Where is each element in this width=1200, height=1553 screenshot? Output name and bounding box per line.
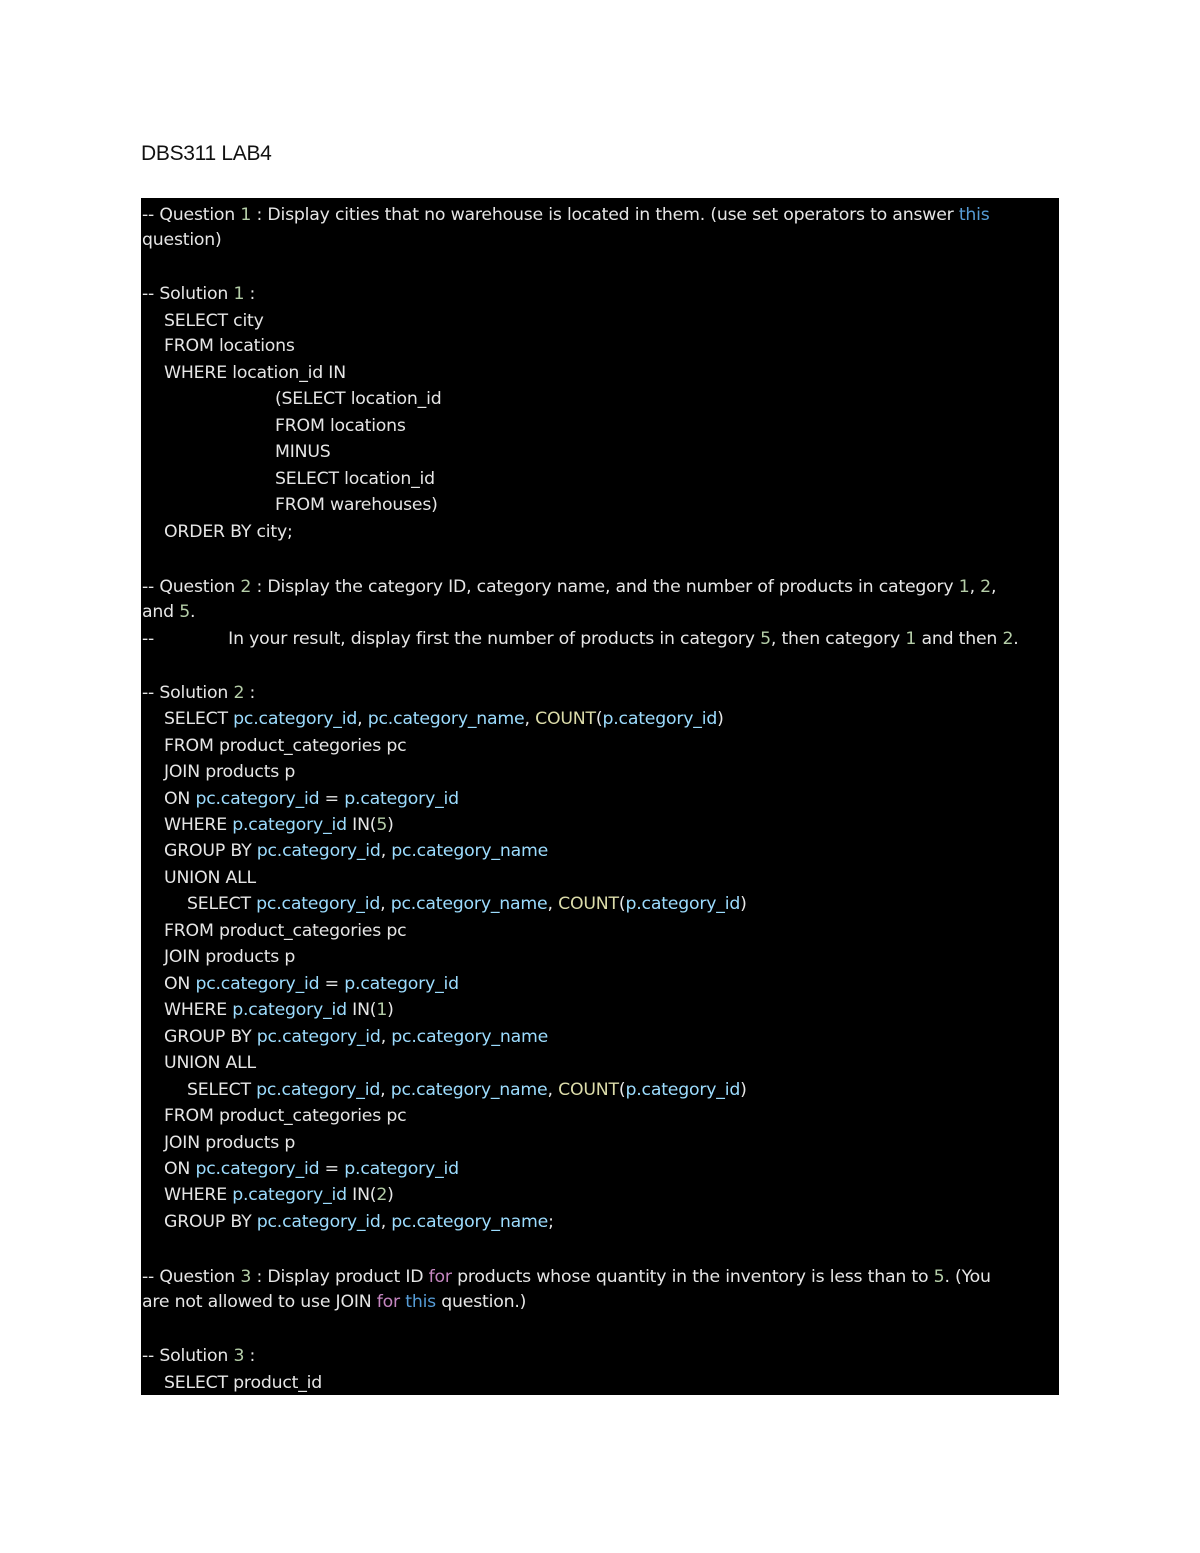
code-line — [164, 840, 548, 862]
code-line — [164, 920, 406, 942]
code-token: (SELECT location_id — [275, 389, 442, 409]
code-token: = — [319, 974, 345, 994]
code-token: pc.category_id — [256, 1080, 381, 1100]
code-token: = — [319, 789, 345, 809]
code-token: p.category_id — [625, 1080, 741, 1100]
code-token: FROM locations — [275, 416, 406, 436]
code-line — [142, 204, 990, 226]
code-token: COUNT — [535, 709, 596, 729]
code-token: ) — [387, 1185, 394, 1205]
code-token: ON — [164, 1159, 196, 1179]
code-token: this — [958, 205, 990, 225]
code-token: p.category_id — [232, 815, 347, 835]
code-token: pc.category_id — [256, 841, 381, 861]
code-token: p.category_id — [625, 894, 741, 914]
code-token: 1 — [240, 205, 252, 225]
code-token: pc.category_id — [195, 789, 320, 809]
code-token: , — [969, 577, 981, 597]
code-token: 5 — [376, 815, 388, 835]
code-token: -- Question — [142, 577, 241, 597]
code-token: p.category_id — [232, 1185, 347, 1205]
code-line — [164, 1052, 256, 1074]
code-token: 5 — [760, 629, 771, 649]
code-token: COUNT — [558, 1080, 619, 1100]
code-token: 1 — [958, 577, 970, 597]
code-token: question.) — [435, 1292, 527, 1312]
code-token: WHERE — [164, 1000, 233, 1020]
code-line — [164, 1372, 322, 1394]
code-line — [164, 362, 346, 384]
code-token: SELECT — [164, 709, 234, 729]
code-token: = — [319, 1159, 345, 1179]
code-token: JOIN products p — [164, 762, 296, 782]
code-token: 3 — [233, 1346, 245, 1366]
code-line — [142, 1266, 991, 1288]
code-line — [164, 1158, 459, 1180]
code-token: FROM product_categories pc — [164, 1106, 407, 1126]
code-token: MINUS — [275, 442, 331, 462]
code-line — [164, 761, 295, 783]
code-line — [164, 946, 295, 968]
document-title: DBS311 LAB4 — [141, 142, 272, 165]
code-token: pc.category_id — [256, 894, 381, 914]
code-line — [142, 628, 1019, 650]
code-token: FROM warehouses) — [275, 495, 438, 515]
code-token: 1 — [905, 629, 917, 649]
code-token: : Display product ID — [251, 1267, 429, 1287]
code-token: p.category_id — [344, 1159, 459, 1179]
code-token: ) — [387, 1000, 394, 1020]
code-token: pc.category_name — [391, 841, 549, 861]
code-line — [275, 388, 441, 410]
code-token: , — [524, 709, 536, 729]
code-token: FROM product_categories pc — [164, 736, 407, 756]
code-token: are not allowed to use JOIN — [142, 1292, 377, 1312]
code-line — [275, 494, 438, 516]
code-token: UNION ALL — [164, 868, 256, 888]
code-line — [164, 310, 264, 332]
code-token: -- Solution — [142, 1346, 234, 1366]
code-token: question) — [142, 230, 222, 250]
code-line — [164, 335, 295, 357]
code-line — [164, 999, 394, 1021]
code-line — [142, 576, 996, 598]
code-token: 3 — [240, 1267, 252, 1287]
code-token: , then category — [770, 629, 906, 649]
code-token: , — [380, 1080, 391, 1100]
code-token: FROM locations — [164, 336, 295, 356]
code-token: 2 — [233, 683, 245, 703]
code-line — [142, 283, 255, 305]
code-token: -- Question — [142, 205, 241, 225]
code-line — [164, 521, 293, 543]
code-token: UNION ALL — [164, 1053, 256, 1073]
code-block — [141, 198, 1059, 1395]
code-token: WHERE — [164, 1185, 233, 1205]
code-token: 2 — [1002, 629, 1014, 649]
code-token: GROUP BY — [164, 1027, 257, 1047]
code-line — [164, 1132, 295, 1154]
code-token: 2 — [240, 577, 252, 597]
code-token: 1 — [376, 1000, 388, 1020]
code-line — [142, 601, 195, 623]
code-token: pc.category_id — [256, 1212, 381, 1232]
code-token: ( — [618, 894, 626, 914]
code-token: -- Solution — [142, 284, 234, 304]
code-token: p.category_id — [344, 789, 459, 809]
code-token: : Display cities that no warehouse is located in them. (use set operators to answer — [251, 205, 959, 225]
code-token: SELECT — [187, 1080, 257, 1100]
code-token: , — [380, 841, 392, 861]
code-token: , — [547, 1080, 559, 1100]
code-token: , — [990, 577, 997, 597]
code-token: ) — [740, 1080, 747, 1100]
code-token: 2 — [980, 577, 991, 597]
code-token: pc.category_name — [390, 1080, 548, 1100]
code-token: , — [547, 894, 559, 914]
code-line — [164, 708, 724, 730]
code-line — [164, 1211, 554, 1233]
code-token: ( — [595, 709, 603, 729]
code-token: and — [142, 602, 180, 622]
code-token: products whose quantity in the inventory is less than to — [451, 1267, 934, 1287]
code-line — [142, 229, 222, 251]
code-token: SELECT city — [164, 311, 264, 331]
code-line — [164, 973, 459, 995]
code-token: ) — [740, 894, 747, 914]
code-token: : Display the category ID, category name, and the number of products in category — [251, 577, 959, 597]
code-token: FROM product_categories pc — [164, 921, 407, 941]
code-token: -- Solution — [142, 683, 234, 703]
code-token: -- In your result, display first the number of products in category — [142, 629, 761, 649]
code-token: pc.category_name — [391, 1212, 549, 1232]
code-token: 1 — [233, 284, 245, 304]
code-line — [187, 893, 747, 915]
code-token: , — [380, 894, 391, 914]
code-token: pc.category_id — [233, 709, 358, 729]
code-token: . — [190, 602, 196, 622]
code-line — [142, 682, 255, 704]
code-token: , — [357, 709, 368, 729]
code-line — [275, 468, 435, 490]
code-token: ) — [717, 709, 724, 729]
code-token: JOIN products p — [164, 947, 296, 967]
code-token: for — [428, 1267, 452, 1287]
code-token: SELECT product_id — [164, 1373, 323, 1393]
code-token: ON — [164, 974, 196, 994]
code-token: . (You — [944, 1267, 991, 1287]
code-line — [164, 1026, 548, 1048]
code-token: ; — [548, 1212, 554, 1232]
code-token: , — [380, 1212, 392, 1232]
code-token: 5 — [933, 1267, 945, 1287]
code-token: ORDER BY city; — [164, 522, 293, 542]
code-token: p.category_id — [602, 709, 718, 729]
code-line — [187, 1079, 747, 1101]
code-token: IN( — [346, 1000, 377, 1020]
code-token: ( — [618, 1080, 626, 1100]
code-line — [142, 1345, 255, 1367]
code-token: COUNT — [558, 894, 619, 914]
code-token: pc.category_name — [391, 1027, 549, 1047]
code-token: pc.category_name — [390, 894, 548, 914]
code-token: SELECT location_id — [275, 469, 435, 489]
code-token: this — [405, 1292, 436, 1312]
code-token: : — [244, 683, 256, 703]
code-line — [164, 1105, 406, 1127]
code-token: for — [376, 1292, 400, 1312]
code-line — [164, 735, 406, 757]
code-token: and then — [916, 629, 1003, 649]
code-line — [142, 1291, 526, 1313]
code-line — [164, 788, 459, 810]
code-token: : — [244, 284, 256, 304]
code-token: SELECT — [187, 894, 257, 914]
code-token: pc.category_name — [367, 709, 525, 729]
code-token: : — [244, 1346, 256, 1366]
code-line — [164, 867, 256, 889]
code-line — [164, 814, 394, 836]
code-token: , — [380, 1027, 392, 1047]
code-token: pc.category_id — [256, 1027, 381, 1047]
code-token: pc.category_id — [195, 1159, 320, 1179]
code-line — [275, 441, 331, 463]
code-token: p.category_id — [344, 974, 459, 994]
code-line — [275, 415, 406, 437]
code-line — [164, 1184, 394, 1206]
code-token: pc.category_id — [195, 974, 320, 994]
code-token: JOIN products p — [164, 1133, 296, 1153]
code-token: WHERE — [164, 815, 233, 835]
code-token: GROUP BY — [164, 1212, 257, 1232]
code-token: ON — [164, 789, 196, 809]
code-token: IN( — [346, 815, 377, 835]
code-token: 5 — [179, 602, 191, 622]
code-token: IN( — [346, 1185, 377, 1205]
code-token: GROUP BY — [164, 841, 257, 861]
code-token: -- Question — [142, 1267, 241, 1287]
code-token: WHERE location_id IN — [164, 363, 346, 383]
code-token: . — [1013, 629, 1019, 649]
code-token: 2 — [376, 1185, 388, 1205]
code-token: p.category_id — [232, 1000, 347, 1020]
code-token: ) — [387, 815, 394, 835]
